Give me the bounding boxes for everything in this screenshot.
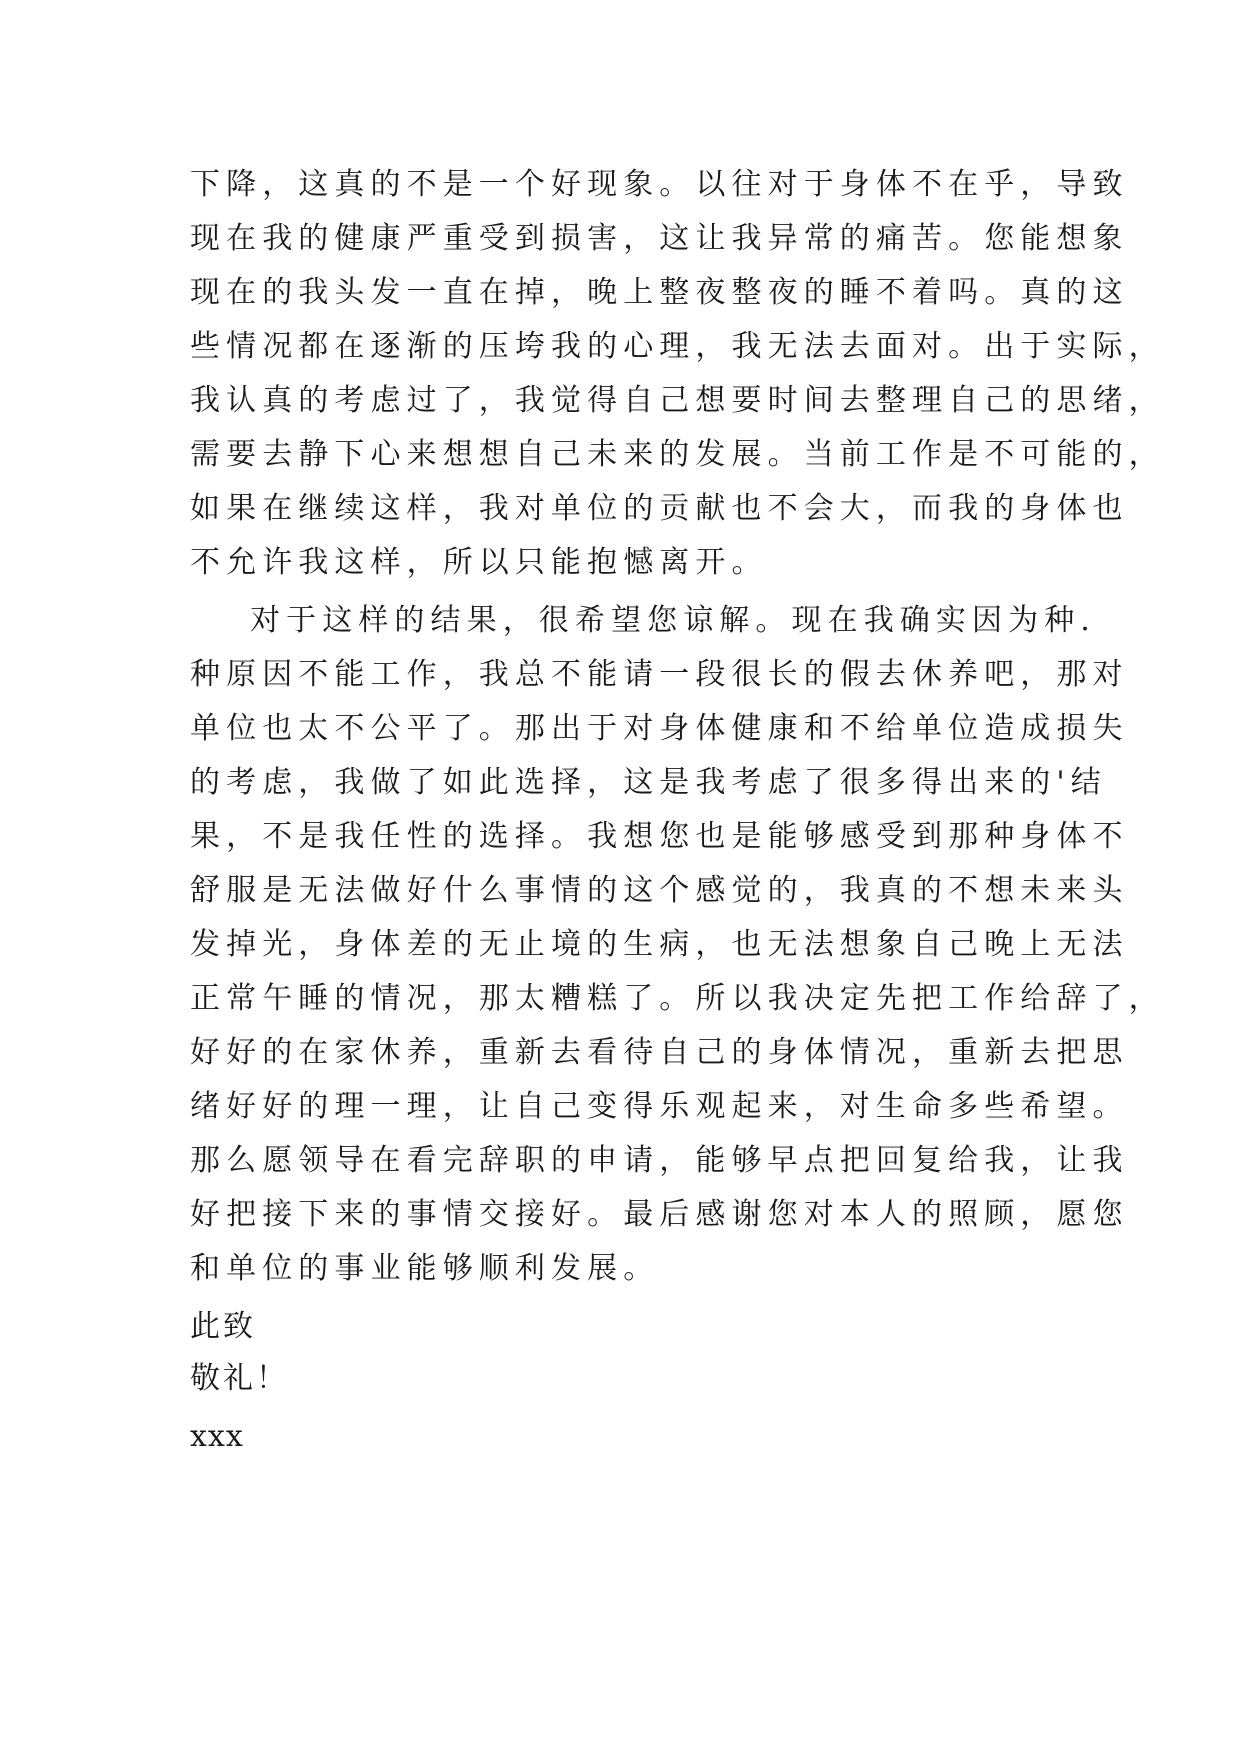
closing-regards: 敬礼！ — [190, 1361, 289, 1396]
line-text: 种原因不能工作，我总不能请一段很长的假去休养吧，那对 — [190, 657, 1129, 692]
text-line — [0, 1240, 1241, 1298]
text-line — [0, 426, 1241, 484]
line-text: 绪好好的理一理，让自己变得乐观起来，对生命多些希望。 — [190, 1089, 1129, 1124]
line-text: 需要去静下心来想想自己未来的发展。当前工作是不可能的， — [190, 437, 1165, 472]
line-text: 好把接下来的事情交接好。最后感谢您对本人的照顾，愿您 — [190, 1197, 1129, 1232]
line-text: 那么愿领导在看完辞职的申请，能够早点把回复给我，让我 — [190, 1143, 1129, 1178]
text-line — [0, 592, 1241, 650]
line-text: 好好的在家休养，重新去看待自己的身体情况，重新去把思 — [190, 1035, 1129, 1070]
line-text: 我认真的考虑过了，我觉得自己想要时间去整理自己的思绪， — [190, 383, 1165, 418]
text-line — [0, 372, 1241, 430]
line-text: 的考虑，我做了如此选择，这是我考虑了很多得出来的'结 — [190, 765, 1107, 800]
text-line — [0, 1024, 1241, 1082]
line-text: 现在我的健康严重受到损害，这让我异常的痛苦。您能想象 — [190, 221, 1129, 256]
line-text: 和单位的事业能够顺利发展。 — [190, 1251, 660, 1286]
line-text: 果，不是我任性的选择。我想您也是能够感受到那种身体不 — [190, 819, 1129, 854]
text-line — [0, 264, 1241, 322]
text-line — [0, 1186, 1241, 1244]
text-line — [0, 862, 1241, 920]
line-text: 现在的我头发一直在掉，晚上整夜整夜的睡不着吗。真的这 — [190, 275, 1129, 310]
signature-line — [0, 1408, 1241, 1466]
text-line — [0, 480, 1241, 538]
line-text: 如果在继续这样，我对单位的贡献也不会大，而我的身体也 — [190, 491, 1129, 526]
signature: xxx — [190, 1419, 244, 1454]
text-line — [0, 754, 1241, 812]
text-line — [0, 318, 1241, 376]
text-line — [0, 1132, 1241, 1190]
text-line — [0, 646, 1241, 704]
text-line — [0, 700, 1241, 758]
line-text: 下降，这真的不是一个好现象。以往对于身体不在乎，导致 — [190, 167, 1129, 202]
closing-salutation: 此致 — [190, 1309, 256, 1344]
line-text: 舒服是无法做好什么事情的这个感觉的，我真的不想未来头 — [190, 873, 1129, 908]
line-text: 些情况都在逐渐的压垮我的心理，我无法去面对。出于实际， — [190, 329, 1165, 364]
line-text: 发掉光，身体差的无止境的生病，也无法想象自己晚上无法 — [190, 927, 1129, 962]
line-text: 单位也太不公平了。那出于对身体健康和不给单位造成损失 — [190, 711, 1129, 746]
line-text: 不允许我这样，所以只能抱憾离开。 — [190, 545, 768, 580]
text-line — [0, 1078, 1241, 1136]
text-line — [0, 970, 1241, 1028]
line-text: 对于这样的结果，很希望您谅解。现在我确实因为种. — [250, 603, 1096, 638]
text-line — [0, 534, 1241, 592]
text-line — [0, 210, 1241, 268]
line-text: 正常午睡的情况，那太糟糕了。所以我决定先把工作给辞了， — [190, 981, 1165, 1016]
text-line — [0, 808, 1241, 866]
text-line — [0, 156, 1241, 214]
text-line — [0, 916, 1241, 974]
closing-line — [0, 1298, 1241, 1356]
closing-line — [0, 1350, 1241, 1408]
